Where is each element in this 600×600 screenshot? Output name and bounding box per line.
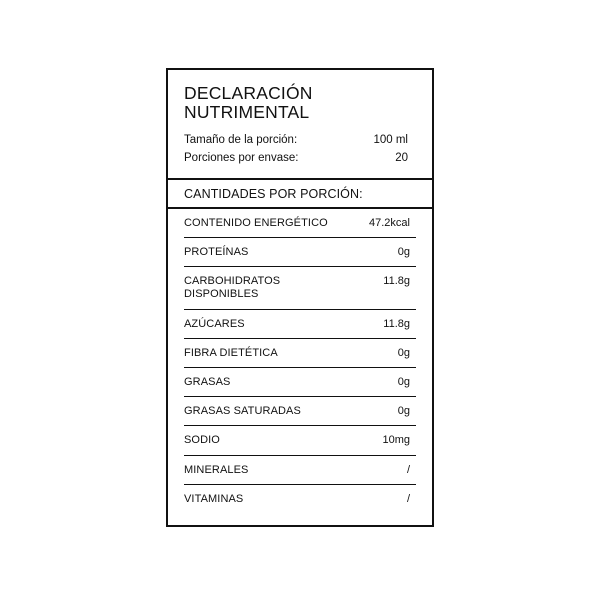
table-row bbox=[184, 485, 416, 513]
table-row bbox=[184, 339, 416, 368]
nutrient-name: FIBRA DIETÉTICA bbox=[184, 346, 278, 359]
table-row bbox=[184, 368, 416, 397]
nutrient-name: SODIO bbox=[184, 434, 220, 447]
table-row bbox=[184, 238, 416, 267]
nutrient-value: 10mg bbox=[382, 434, 410, 447]
nutrient-value: 0g bbox=[397, 375, 410, 388]
nutrient-name: PROTEÍNAS bbox=[184, 246, 249, 259]
amounts-per-serving-heading: CANTIDADES POR PORCIÓN: bbox=[168, 178, 432, 209]
table-row bbox=[184, 267, 416, 309]
table-row bbox=[184, 310, 416, 339]
serving-info-value: 20 bbox=[395, 152, 408, 165]
serving-info-value: 100 ml bbox=[373, 133, 408, 146]
table-row bbox=[184, 397, 416, 426]
nutrient-name: GRASAS bbox=[184, 375, 231, 388]
nutrient-value: 0g bbox=[397, 346, 410, 359]
serving-info-group bbox=[168, 131, 432, 178]
nutrient-name: VITAMINAS bbox=[184, 492, 244, 505]
serving-info-label: Tamaño de la porción: bbox=[184, 133, 298, 146]
serving-info-row bbox=[184, 149, 416, 168]
nutrient-name: GRASAS SATURADAS bbox=[184, 405, 301, 418]
nutrient-name: CONTENIDO ENERGÉTICO bbox=[184, 216, 328, 229]
table-row bbox=[184, 209, 416, 238]
serving-info-row bbox=[184, 131, 416, 150]
nutrient-value: 47.2kcal bbox=[369, 216, 410, 229]
nutrient-value: 0g bbox=[397, 246, 410, 259]
nutrient-table bbox=[168, 209, 432, 525]
nutrient-value: / bbox=[406, 492, 410, 505]
table-row bbox=[184, 426, 416, 455]
nutrient-value: 0g bbox=[397, 405, 410, 418]
table-row bbox=[184, 456, 416, 485]
serving-info-label: Porciones por envase: bbox=[184, 152, 299, 165]
nutrition-label-panel bbox=[166, 68, 434, 527]
page-title: DECLARACIÓN NUTRIMENTAL bbox=[184, 83, 313, 123]
nutrient-name: CARBOHIDRATOS DISPONIBLES bbox=[184, 275, 281, 301]
nutrient-name: MINERALES bbox=[184, 463, 249, 476]
nutrient-value: 11.8g bbox=[383, 317, 410, 330]
nutrient-name: AZÚCARES bbox=[184, 317, 245, 330]
nutrient-value: / bbox=[406, 463, 410, 476]
nutrient-value: 11.8g bbox=[383, 275, 410, 288]
